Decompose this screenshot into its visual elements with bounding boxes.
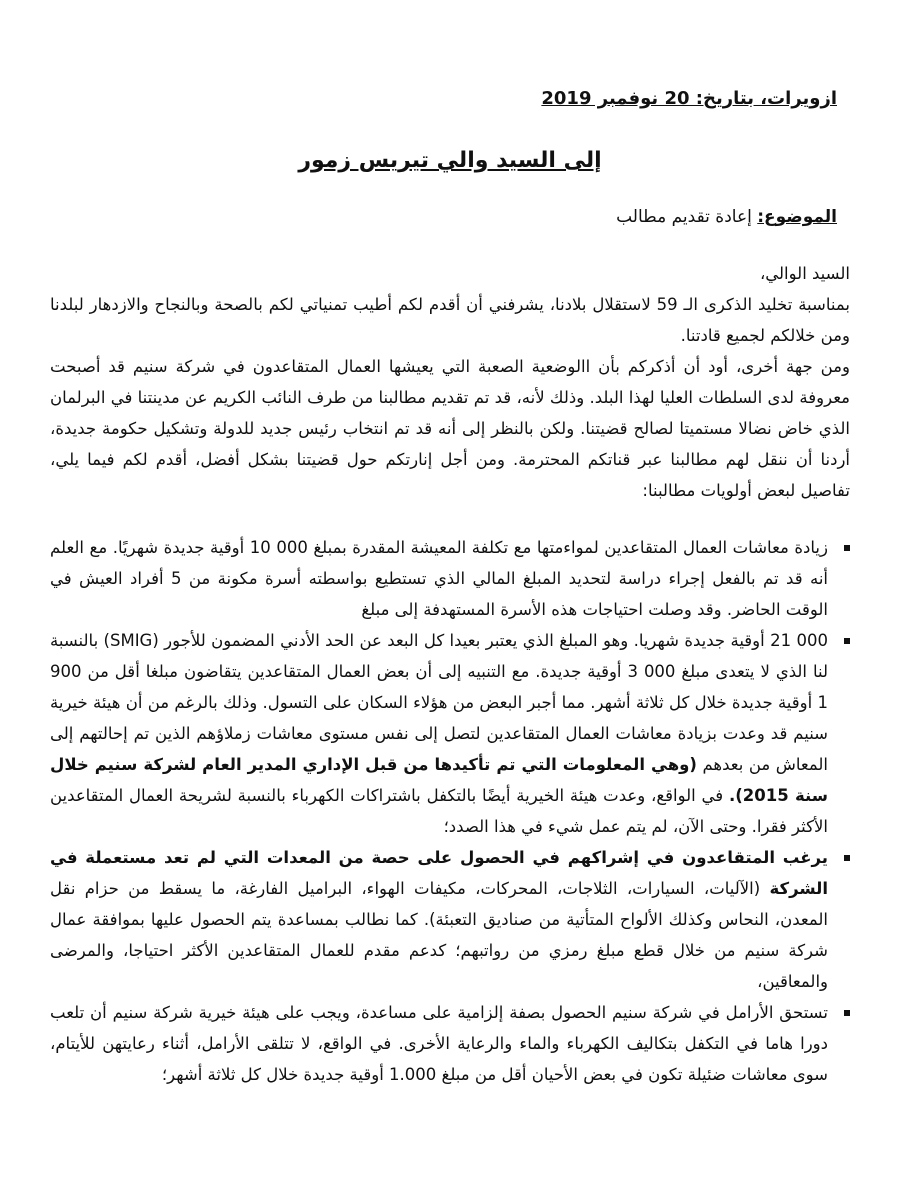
- subject-line: [37, 207, 837, 227]
- item-text: زيادة معاشات العمال المتقاعدين لمواءمتها مع تكلفة المعيشة المقدرة بمبلغ 000 10 أوقية جديدة شهريًا. مع العلم أنه قد تم بالفعل إجراء دراسة لتحديد المبلغ المالي الذي تستطيع بواسطته أسرة مكونة من 5 أفراد العيش في الوقت الحاضر. وقد وصلت احتياجات هذه الأسرة المستهدفة إلى مبلغ: [50, 538, 829, 619]
- item-text: بالنسبة لنا الذي لا يتعدى مبلغ 000 3 أوقية جديدة. مع التنبيه إلى أن بعض العمال المتقاعدين يتقاضون مبلغا أقل من 900 1 أوقية جديدة خلال كل ثلاثة أشهر. مما أجبر البعض من هؤلاء السكان على التسول. وذلك بالرغم من أن هيئة خيرية سنيم قد وعدت بزيادة معاشات العمال المتقاعدين لتصل إلى نفس مستوى معاشات زملاؤهم الذين تم إحالتهم إلى المعاش من بعدهم: [50, 631, 829, 774]
- item-text: تستحق الأرامل في شركة سنيم الحصول بصفة إلزامية على مساعدة، ويجب على هيئة خيرية شركة سنيم أن تلعب دورا هاما في التكفل بتكاليف الكهرباء والماء والرعاية الأخرى. في الواقع، لا تتلقى الأرامل، أثناء رعايتهن للأيتام، سوى معاشات ضئيلة تكون في بعض الأحيان أقل من مبلغ 1.000 أوقية جديدة خلال كل ثلاثة أشهر؛: [50, 1003, 828, 1084]
- letter-body: [50, 258, 850, 1090]
- demands-list: [50, 532, 850, 1090]
- list-item: [50, 842, 850, 997]
- bullet-icon: [844, 638, 850, 644]
- list-item: [50, 625, 850, 842]
- recipient-heading: إلى السيد والي تيريس زمور: [298, 148, 602, 173]
- greeting: السيد الوالي،: [759, 264, 850, 283]
- date-line: ازويرات، بتاريخ: 20 نوفمبر 2019: [541, 88, 837, 109]
- subject-text: إعادة تقديم مطالب: [616, 207, 752, 227]
- item-text: في الواقع، وعدت هيئة الخيرية أيضًا بالتكفل باشتراكات الكهرباء بالنسبة لشريحة العمال المتقاعدين الأكثر فقرا. وحتى الآن، لم يتم عمل شيء في هذا الصدد؛: [50, 786, 828, 836]
- smig-label: (SMIG): [103, 631, 159, 650]
- item-text: 000 21 أوقية جديدة شهريا. وهو المبلغ الذي يعتبر بعيدا كل البعد عن الحد الأدني المضمون للأجور: [164, 631, 828, 650]
- subject-label: الموضوع:: [757, 207, 837, 227]
- list-item: [50, 997, 850, 1090]
- bullet-icon: [844, 1010, 850, 1016]
- bullet-icon: [844, 855, 850, 861]
- paragraph-intro: بمناسبة تخليد الذكرى الـ 59 لاستقلال بلادنا، يشرفني أن أقدم لكم أطيب تمنياتي لكم بالصحة وبالنجاح والازدهار لبلدنا ومن خلالكم لجميع قادتنا.: [50, 295, 850, 345]
- item-text: (الآليات، السيارات، الثلاجات، المحركات، مكيفات الهواء، البراميل الفارغة، ما يسقط من حزام نقل المعدن، النحاس وكذلك الألواح المتأتية من صناديق التعبئة). كما نطالب بمساعدة يتم الحصول عليها بموافقة عمال شركة سنيم من خلال قطع مبلغ رمزي من رواتبهم؛ كدعم مقدم للعمال المتقاعدين الأكثر احتياجا، والمرضى والمعاقين،: [50, 879, 828, 991]
- bullet-icon: [844, 545, 850, 551]
- item-emphasis: يرغب المتقاعدون في إشراكهم في الحصول على حصة من المعدات التي لم تعد مستعملة في الشركة: [50, 848, 828, 898]
- paragraph-context: ومن جهة أخرى، أود أن أذكركم بأن االوضعية الصعبة التي يعيشها العمال المتقاعدون في شركة سنيم قد أصبحت معروفة لدى السلطات العليا لهذا البلد. وذلك لأنه، قد تم تقديم مطالبنا من طرف النائب الكريم عن مدينتنا في البرلمان الذي خاض نضالا مستميتا لصالح قضيتنا. ولكن بالنظر إلى أنه قد تم انتخاب رئيس جديد للدولة وتشكيل حكومة جديدة، أردنا أن ننقل لهم مطالبنا عبر قناتكم المحترمة. ومن أجل إنارتكم حول قضيتنا بشكل أفضل، أقدم لكم فيما يلي، تفاصيل لبعض أولويات مطالبنا:: [50, 357, 850, 500]
- list-item: [50, 532, 850, 625]
- item-emphasis: (وهي المعلومات التي تم تأكيدها من قبل الإداري المدير العام لشركة سنيم خلال سنة 2015).: [50, 755, 829, 805]
